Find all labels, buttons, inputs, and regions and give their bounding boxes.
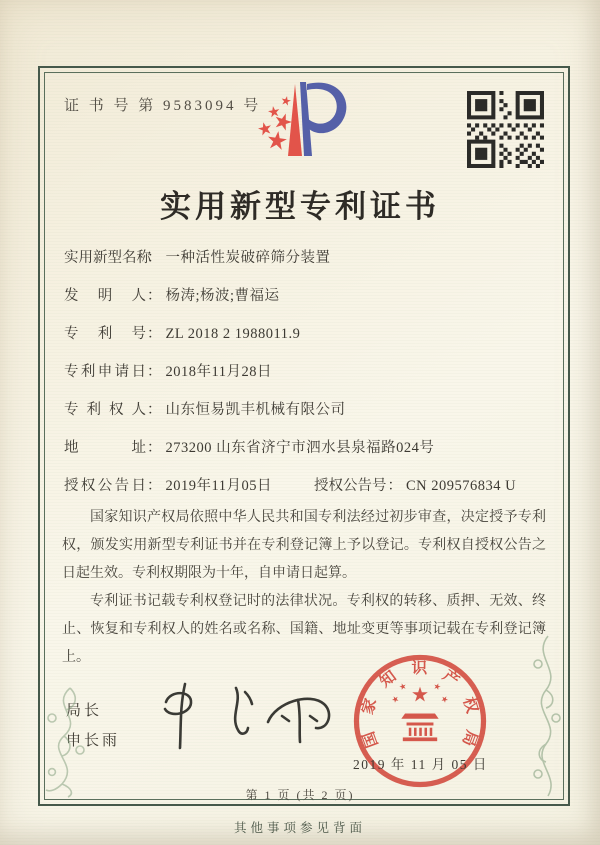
legal-text	[62, 504, 546, 672]
director-title: 局长	[66, 703, 103, 719]
field-label: 专利申请日	[64, 364, 146, 380]
field-value: 2018年11月28日	[165, 364, 272, 380]
field-label: 专利号	[64, 326, 146, 342]
legal-paragraph-2: 专利证书记载专利权登记时的法律状况。专利权的转移、质押、无效、终止、恢复和专利权人的姓名或名称、国籍、地址变更等事项记载在专利登记簿上。	[62, 594, 546, 665]
national-emblem-icon	[391, 682, 449, 741]
certificate-number: 证 书 号 第 9583094 号	[64, 98, 262, 114]
cnipa-logo-icon	[243, 70, 363, 184]
field-label: 地址	[64, 440, 146, 456]
seal-text: 国家知识产权局	[359, 660, 481, 750]
field-row-patent-number: 专利号： ZL 2018 2 1988011.9	[64, 322, 542, 345]
back-note: 其他事项参见背面	[233, 821, 366, 835]
field-row-inventors: 发明人： 杨涛;杨波;曹福运	[64, 284, 542, 307]
field-row-grant: 授权公告日： 2019年11月05日 授权公告号： CN 209576834 U	[64, 474, 542, 497]
field-row-name: 实用新型名称： 一种活性炭破碎筛分装置	[64, 246, 542, 269]
certificate-title: 实用新型专利证书	[160, 189, 440, 224]
field-label: 实用新型名称	[64, 250, 151, 266]
field-value: 山东恒易凯丰机械有限公司	[165, 402, 346, 418]
field-value: 杨涛;杨波;曹福运	[165, 288, 280, 304]
field-value: 273200 山东省济宁市泗水县泉福路024号	[165, 440, 435, 456]
page-number: 第 1 页 (共 2 页)	[245, 788, 355, 802]
field-label: 授权公告日	[64, 478, 146, 494]
corner-flourish-left	[40, 684, 98, 798]
grant-no-label: 授权公告号	[313, 478, 387, 494]
field-row-patentee: 专利权人： 山东恒易凯丰机械有限公司	[64, 398, 542, 421]
qr-code	[467, 91, 544, 168]
field-label: 发明人	[64, 288, 146, 304]
field-label: 专利权人	[64, 402, 146, 418]
grant-date-value: 2019年11月05日	[165, 478, 272, 494]
certificate-fields	[64, 246, 542, 512]
grant-no-value: CN 209576834 U	[405, 478, 517, 494]
field-value: 一种活性炭破碎筛分装置	[165, 250, 331, 266]
director-name: 申长雨	[66, 733, 121, 749]
director-signature	[152, 678, 347, 756]
field-value: ZL 2018 2 1988011.9	[165, 326, 301, 342]
field-row-application-date: 专利申请日： 2018年11月28日	[64, 360, 542, 383]
field-row-address: 地址： 273200 山东省济宁市泗水县泉福路024号	[64, 436, 542, 459]
seal-date: 2019 年 11 月 05 日	[353, 757, 488, 772]
corner-flourish-right	[528, 634, 566, 798]
legal-paragraph-1: 国家知识产权局依照中华人民共和国专利法经过初步审查，决定授予专利权，颁发实用新型专利证书并在专利登记簿上予以登记。专利权自授权公告之日起生效。专利权期限为十年，自申请日起算。	[62, 510, 546, 581]
